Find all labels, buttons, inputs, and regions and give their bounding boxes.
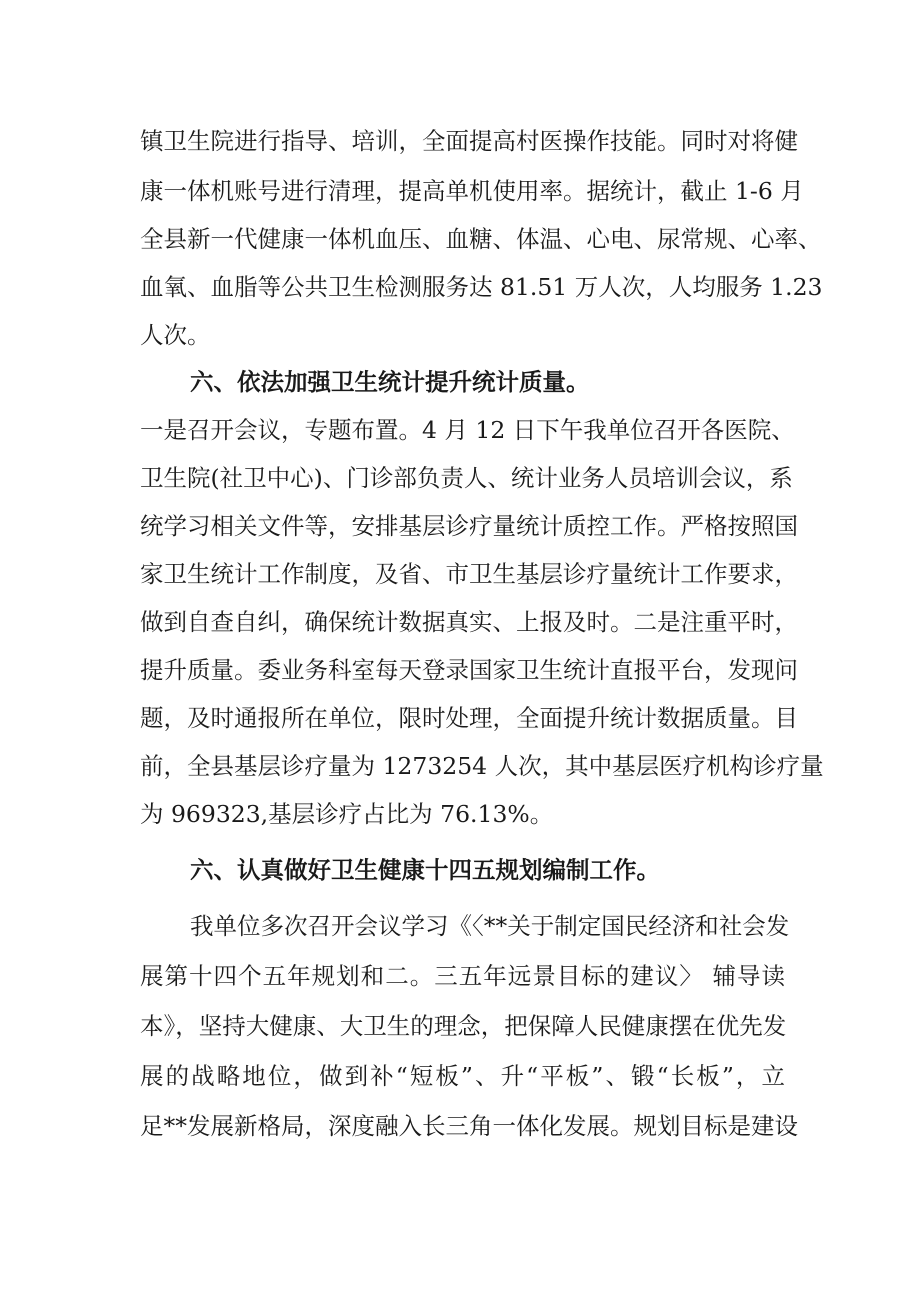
paragraph-line: 人次。 [140,321,211,349]
paragraph-line: 为 969323,基层诊疗占比为 76.13%。 [140,800,554,828]
paragraph-line: 一是召开会议，专题布置。4 月 12 日下午我单位召开各医院、 [140,416,795,444]
paragraph-line: 我单位多次召开会议学习《〈**关于制定国民经济和社会发 [190,912,790,940]
paragraph-line: 全县新一代健康一体机血压、血糖、体温、心电、尿常规、心率、 [140,225,822,253]
paragraph-line: 提升质量。委业务科室每天登录国家卫生统计直报平台，发现问 [140,656,798,684]
paragraph-line: 题，及时通报所在单位，限时处理，全面提升统计数据质量。目 [140,704,798,732]
paragraph-line: 统学习相关文件等，安排基层诊疗量统计质控工作。严格按照国 [140,512,798,540]
section-heading: 六、依法加强卫生统计提升统计质量。 [190,368,590,396]
paragraph-line: 足**发展新格局，深度融入长三角一体化发展。规划目标是建设 [140,1112,798,1140]
paragraph-line: 镇卫生院进行指导、培训，全面提高村医操作技能。同时对将健 [140,127,798,155]
paragraph-line: 血氧、血脂等公共卫生检测服务达 81.51 万人次，人均服务 1.23 [140,273,823,301]
paragraph-line: 展第十四个五年规划和二。三五年远景目标的建议〉 辅导读 [140,962,785,990]
paragraph-line: 展的战略地位，做到补“短板”、升“平板”、锻“长板”，立 [140,1062,785,1090]
paragraph-line: 前，全县基层诊疗量为 1273254 人次，其中基层医疗机构诊疗量 [140,752,824,780]
paragraph-line: 康一体机账号进行清理，提高单机使用率。据统计，截止 1-6 月 [140,177,804,205]
paragraph-line: 本》，坚持大健康、大卫生的理念，把保障人民健康摆在优先发 [140,1012,787,1040]
paragraph-line: 做到自查自纠，确保统计数据真实、上报及时。二是注重平时， [140,608,798,636]
section-heading: 六、认真做好卫生健康十四五规划编制工作。 [190,856,660,884]
paragraph-line: 卫生院(社卫中心)、门诊部负责人、统计业务人员培训会议，系 [140,464,793,492]
paragraph-line: 家卫生统计工作制度，及省、市卫生基层诊疗量统计工作要求， [140,560,798,588]
